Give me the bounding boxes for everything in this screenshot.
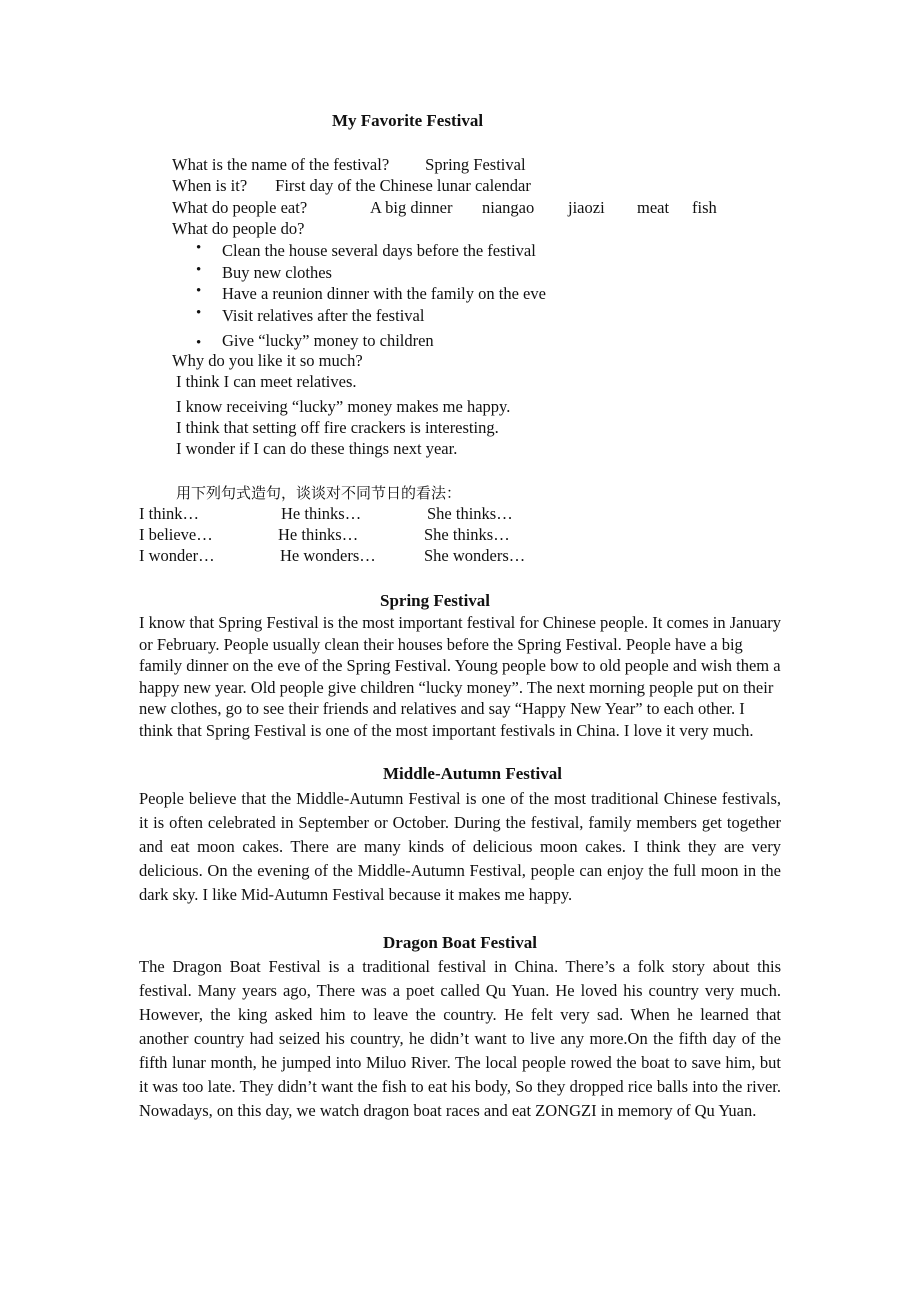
bullet-icon: • — [196, 304, 202, 321]
food-item: A big dinner — [370, 198, 453, 217]
food-item: fish — [692, 198, 717, 217]
answer-name: Spring Festival — [425, 155, 526, 174]
section-heading-autumn: Middle-Autumn Festival — [383, 764, 562, 783]
paragraph-dragon: The Dragon Boat Festival is a traditional festival in China. There’s a folk story about this festival. Many years ago, There was a poet called Qu Yuan. He loved his country very much. However, the king asked him to leave the country. He felt very sad. When he learned that another country had seized his country, he didn’t want to live any more.On the fifth day of the fifth lunar month, he jumped into Miluo River. The local people rowed the boat to save him, but it was too late. They didn’t want the fish to eat his body, So they dropped rice balls into the river. Nowadays, on this day, we watch dragon boat races and eat ZONGZI in memory of Qu Yuan. — [139, 957, 781, 1120]
qa-when-line — [172, 176, 531, 196]
activities-list — [196, 240, 546, 352]
bullet-icon: • — [196, 240, 202, 256]
question-why: Why do you like it so much? — [172, 351, 363, 370]
question-name: What is the name of the festival? — [172, 155, 390, 174]
paragraph-autumn: People believe that the Middle-Autumn Festival is one of the most traditional Chinese festivals, it is often celebrated in September or October. During the festival, family members get together and eat moon cakes. There are many kinds of delicious moon cakes. I think they are very delicious. On the evening of the Middle-Autumn Festival, people can enjoy the full moon in the dark sky. I like Mid-Autumn Festival because it makes me happy. — [139, 789, 781, 904]
pattern-cell: He thinks… — [278, 525, 359, 544]
pattern-cell: He wonders… — [280, 546, 376, 565]
pattern-cell: I wonder… — [139, 546, 215, 565]
instruction-text: 用下列句式造句，谈谈对不同节日的看法： — [176, 484, 462, 502]
pattern-cell: She thinks… — [427, 504, 513, 523]
food-item: niangao — [482, 198, 535, 217]
section-heading-dragon: Dragon Boat Festival — [383, 933, 537, 952]
qa-name-line — [172, 155, 526, 175]
list-item: • Visit relatives after the festival — [196, 304, 425, 325]
reason-line: I think that setting off fire crackers is interesting. — [176, 418, 499, 437]
reason-line: I wonder if I can do these things next year. — [176, 439, 458, 458]
list-item: • Give “lucky” money to children — [196, 326, 546, 352]
qa-why-line — [172, 351, 363, 371]
food-item: jiaozi — [568, 198, 605, 217]
section-heading-spring: Spring Festival — [380, 591, 491, 610]
question-eat: What do people eat? — [172, 198, 308, 217]
pattern-cell: I think… — [139, 504, 200, 523]
list-item: • Have a reunion dinner with the family on the eve — [196, 283, 546, 303]
pattern-cell: I believe… — [139, 525, 213, 544]
answer-when: First day of the Chinese lunar calendar — [275, 176, 531, 195]
pattern-cell: She wonders… — [424, 546, 526, 565]
paragraph-spring: I know that Spring Festival is the most important festival for Chinese people. It comes in January or February. People usually clean their houses before the Spring Festival. People have a big family dinner on the eve of the Spring Festival. Young people bow to old people and wish them a happy new year. Old people give children “lucky money”. The next morning people put on their new clothes, go to see their friends and relatives and say “Happy New Year” to each other. I think that Spring Festival is one of the most important festivals in China. I love it very much. — [139, 613, 782, 740]
qa-eat-line — [172, 198, 717, 218]
pattern-cell: He thinks… — [281, 504, 362, 523]
food-item: meat — [637, 198, 670, 217]
list-item: • Clean the house several days before the festival — [196, 240, 536, 260]
reason-line: I think I can meet relatives. — [176, 372, 357, 391]
bullet-icon: • — [196, 261, 202, 278]
qa-do-line — [172, 219, 304, 239]
reason-line: I know receiving “lucky” money makes me happy. — [176, 397, 511, 416]
question-do: What do people do? — [172, 219, 305, 238]
bullet-icon: • — [196, 335, 202, 351]
bullet-icon: • — [196, 283, 202, 299]
pattern-cell: She thinks… — [424, 525, 510, 544]
question-when: When is it? — [172, 176, 248, 195]
document-title: My Favorite Festival — [332, 111, 484, 130]
list-item: • Buy new clothes — [196, 261, 332, 282]
